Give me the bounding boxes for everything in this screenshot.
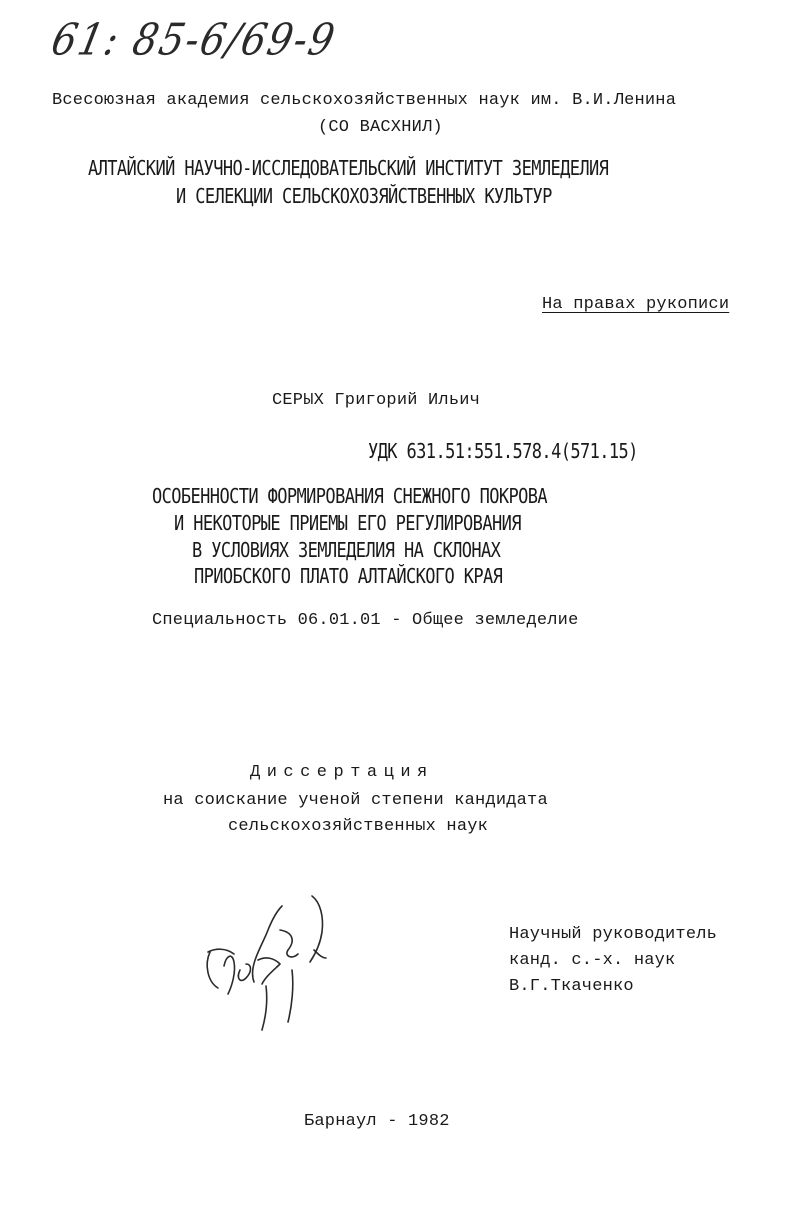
dissertation-field-line: сельскохозяйственных наук	[228, 817, 489, 836]
supervisor-degree: канд. с.-х. наук	[509, 951, 676, 970]
supervisor-name: В.Г.Ткаченко	[509, 977, 634, 996]
academy-name: Всесоюзная академия сельскохозяйственных наук им. В.И.Ленина	[52, 91, 677, 110]
title-line-2: И НЕКОТОРЫЕ ПРИЕМЫ ЕГО РЕГУЛИРОВАНИЯ	[174, 512, 521, 536]
title-line-4: ПРИОБСКОГО ПЛАТО АЛТАЙСКОГО КРАЯ	[194, 565, 503, 589]
dissertation-heading: Диссертация	[250, 763, 434, 782]
dissertation-degree-line: на соискание ученой степени кандидата	[163, 791, 548, 810]
manuscript-rights-note: На правах рукописи	[542, 295, 730, 314]
title-line-3: В УСЛОВИЯХ ЗЕМЛЕДЕЛИЯ НА СКЛОНАХ	[192, 539, 501, 563]
footer-place-year: Барнаул - 1982	[304, 1112, 450, 1131]
academy-abbreviation: (СО ВАСХНИЛ)	[318, 118, 443, 137]
specialty: Специальность 06.01.01 - Общее земледелие	[152, 611, 579, 630]
udc-code: УДК 631.51:551.578.4(571.15)	[368, 440, 638, 464]
author-name: СЕРЫХ Григорий Ильич	[272, 391, 481, 410]
institute-name-line1: АЛТАЙСКИЙ НАУЧНО-ИССЛЕДОВАТЕЛЬСКИЙ ИНСТИТУТ ЗЕМЛЕДЕЛИЯ	[88, 157, 609, 181]
handwritten-catalog-number: 61: 85-6/69-9	[47, 14, 341, 65]
supervisor-role: Научный руководитель	[509, 925, 718, 944]
institute-name-line2: И СЕЛЕКЦИИ СЕЛЬСКОХОЗЯЙСТВЕННЫХ КУЛЬТУР	[176, 185, 552, 209]
title-line-1: ОСОБЕННОСТИ ФОРМИРОВАНИЯ СНЕЖНОГО ПОКРОВА	[152, 485, 548, 509]
author-signature	[196, 890, 346, 1040]
